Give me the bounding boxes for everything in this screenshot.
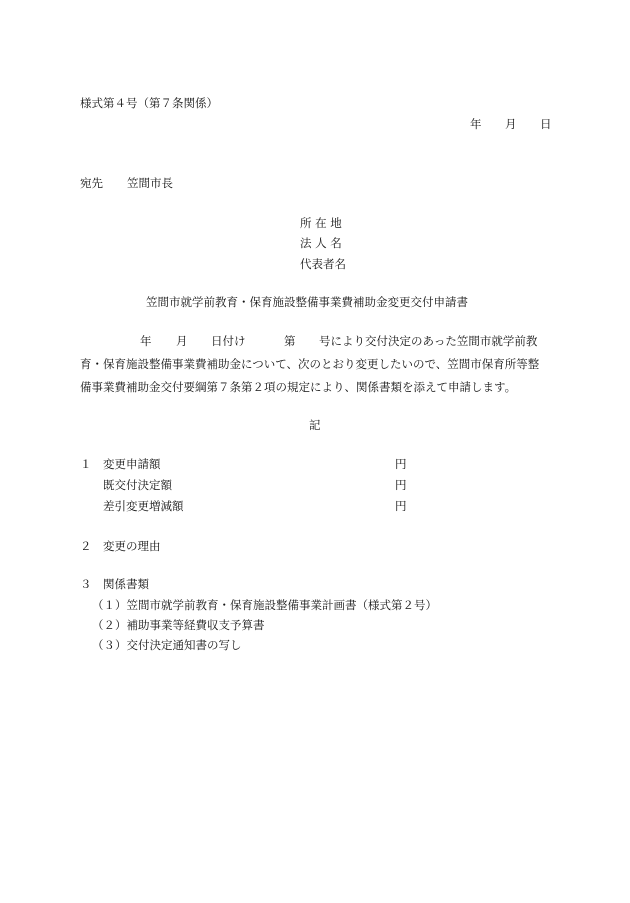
section-1-item-unit: 円 (395, 478, 407, 492)
document-title: 笠間市就学前教育・保育施設整備事業費補助金変更交付申請書 (146, 295, 468, 309)
body-dated: 日付け (211, 334, 246, 348)
body-month: 月 (176, 334, 188, 348)
section-3-document-item: （２）補助事業等経費収支予算書 (92, 618, 265, 632)
addressee-name: 笠間市長 (127, 176, 173, 190)
ki-marker: 記 (309, 418, 321, 432)
body-line1-rest: 号により交付決定のあった笠間市就学前教 (319, 334, 538, 348)
section-2-number: ２ (80, 539, 92, 553)
section-3-number: ３ (80, 577, 92, 591)
applicant-address-label: 所 在 地 (300, 216, 342, 230)
section-1-item-label: 差引変更増減額 (103, 499, 184, 513)
applicant-corporation-label: 法 人 名 (300, 236, 342, 250)
body-line2: 育・保育施設整備事業費補助金について、次のとおり変更したいので、笠間市保育所等整 (80, 357, 540, 371)
date-month: 月 (505, 117, 517, 131)
section-1-item-unit: 円 (395, 499, 407, 513)
section-3-document-item: （３）交付決定通知書の写し (92, 638, 242, 652)
body-line3: 備事業費補助金交付要綱第７条第２項の規定により、関係書類を添えて申請します。 (80, 380, 517, 394)
section-3-document-item: （１）笠間市就学前教育・保育施設整備事業計画書（様式第２号） (92, 598, 437, 612)
date-year: 年 (470, 117, 482, 131)
body-year: 年 (140, 334, 152, 348)
section-2-label: 変更の理由 (103, 539, 161, 553)
section-1-item-unit: 円 (395, 457, 407, 471)
form-number: 様式第４号（第７条関係） (80, 96, 218, 110)
section-3-label: 関係書類 (103, 577, 149, 591)
applicant-representative-label: 代表者名 (300, 257, 346, 271)
date-day: 日 (540, 117, 552, 131)
addressee-label: 宛先 (80, 176, 103, 190)
section-1-number: １ (80, 457, 92, 471)
section-1-item-label: 既交付決定額 (103, 478, 172, 492)
body-number: 第 (284, 334, 296, 348)
section-1-item-label: 変更申請額 (103, 457, 161, 471)
